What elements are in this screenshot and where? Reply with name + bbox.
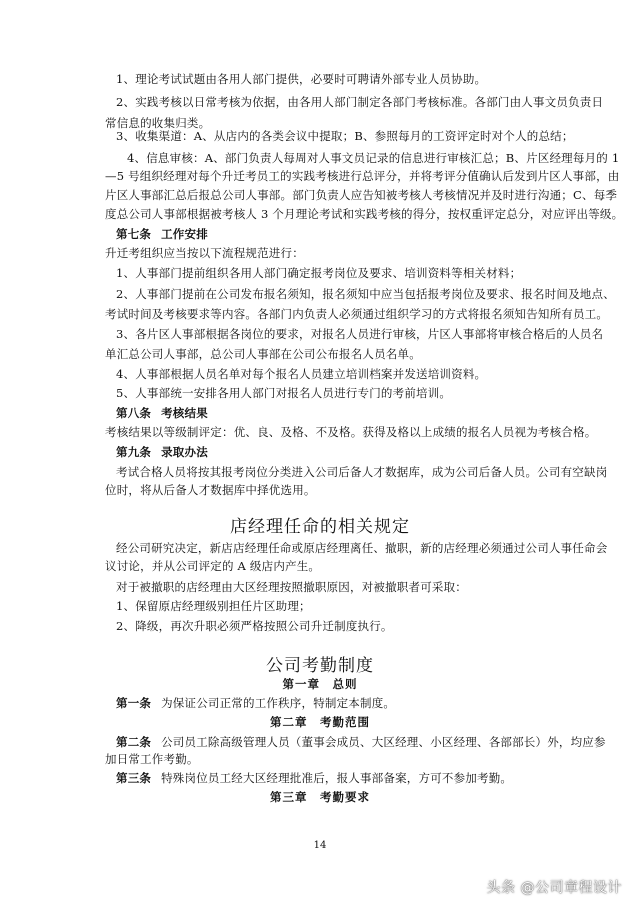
page-number: 14 — [313, 840, 327, 851]
text-line: 对于被撤职的店经理由大区经理按照撤职原因，对被撤职者可采取： — [116, 580, 467, 594]
text-line: 经公司研究决定，新店店经理任命或原店经理离任、撤职，新的店经理必须通过公司人事任命会 — [116, 541, 608, 555]
section-7-heading — [116, 225, 536, 243]
text-line: 单汇总公司人事部，总公司人事部在公司公布报名人员名单。 — [105, 347, 421, 361]
article-title: 录取办法 — [161, 445, 208, 459]
section-8-heading — [116, 404, 536, 422]
text-line: 考试时间及考核要求等内容。各部门内负责人必须通过组织学习的方式将报名须知告知所有员工。 — [105, 307, 609, 321]
section-title: 公司考勤制度 — [266, 656, 374, 676]
article-line — [116, 733, 606, 751]
list-item: 4、人事部根据人员名单对每个报名人员建立培训档案并发送培训资料。 — [116, 367, 487, 381]
article-title: 考核结果 — [161, 406, 208, 420]
list-item: 5、人事部统一安排各用人部门对报名人员进行专门的考前培训。 — [116, 386, 452, 400]
article-line — [116, 769, 536, 787]
list-item: 2、降级，再次升职必须严格按照公司升迁制度执行。 — [116, 619, 393, 633]
text-line: 考核结果以等级制评定：优、良、及格、不及格。获得及格以上成绩的报名人员视为考核合格。 — [105, 425, 597, 439]
article-number: 第八条 — [116, 406, 152, 420]
list-item: 1、人事部门提前组织各用人部门确定报考岗位及要求、培训资料等相关材料； — [116, 266, 522, 280]
list-item: 1、保留原店经理级别担任片区助理； — [116, 599, 311, 613]
text-line: 升迁考组织应当按以下流程规范进行： — [105, 246, 304, 260]
text-line: —5 号组织经理对每个升迁考员工的实践考核进行总评分，并将考评分值确认后发到片区人事部，由 — [105, 169, 620, 183]
text-line: 位时，将从后备人才数据库中择优选用。 — [105, 483, 316, 497]
list-item: 2、人事部门提前在公司发布报名须知，报名须知中应当包括报考岗位及要求、报名时间及地点、 — [116, 287, 615, 301]
article-text: 特殊岗位员工经大区经理批准后，报人事部备案，方可不参加考勤。 — [161, 771, 513, 785]
text-line: 4、信息审核：A、部门负责人每周对人事文员记录的信息进行审核汇总；B、片区经理每月的 1 — [127, 151, 620, 165]
text-line: 常信息的收集归类。 — [105, 116, 211, 130]
text-line: 1、理论考试试题由各用人部门提供，必要时可聘请外部专业人员协助。 — [116, 72, 487, 86]
article-number: 第一条 — [116, 696, 152, 710]
chapter-heading: 第二章 考勤范围 — [270, 715, 370, 729]
section-title: 店经理任命的相关规定 — [230, 517, 410, 537]
text-line: 议讨论，并从公司评定的 A 级店内产生。 — [105, 559, 321, 573]
watermark: 头条 @公司章程设计 — [486, 880, 622, 896]
article-number: 第二条 — [116, 735, 152, 749]
text-line: 2、实践考核以日常考核为依据，由各用人部门制定各部门考核标准。各部门由人事文员负责日 — [116, 95, 604, 109]
text-line: 考试合格人员将按其报考岗位分类进入公司后备人才数据库，成为公司后备人员。公司有空缺岗 — [116, 465, 608, 479]
text-line: 加日常工作考勤。 — [105, 752, 199, 766]
section-9-heading — [116, 443, 536, 461]
chapter-heading: 第一章 总则 — [282, 677, 358, 691]
chapter-heading: 第三章 考勤要求 — [270, 790, 370, 804]
article-text: 公司员工除高级管理人员（董事会成员、大区经理、小区经理、各部部长）外，均应参 — [161, 735, 606, 749]
text-line: 3、收集渠道：A、从店内的各类会议中提取；B、参照每月的工资评定时对个人的总结； — [116, 129, 574, 143]
article-text: 为保证公司正常的工作秩序，特制定本制度。 — [161, 696, 396, 710]
list-item: 3、各片区人事部根据各岗位的要求，对报名人员进行审核，片区人事部将审核合格后的人员名 — [116, 327, 604, 341]
article-line — [116, 694, 536, 712]
article-title: 工作安排 — [161, 227, 208, 241]
text-line: 片区人事部汇总后报总公司人事部。部门负责人应告知被考核人考核情况并及时进行沟通；C、每季 — [105, 188, 618, 202]
article-number: 第九条 — [116, 445, 152, 459]
text-line: 度总公司人事部根据被考核人 3 个月理论考试和实践考核的得分，按权重评定总分，对应评出等级。 — [105, 207, 624, 221]
article-number: 第三条 — [116, 771, 152, 785]
article-number: 第七条 — [116, 227, 152, 241]
